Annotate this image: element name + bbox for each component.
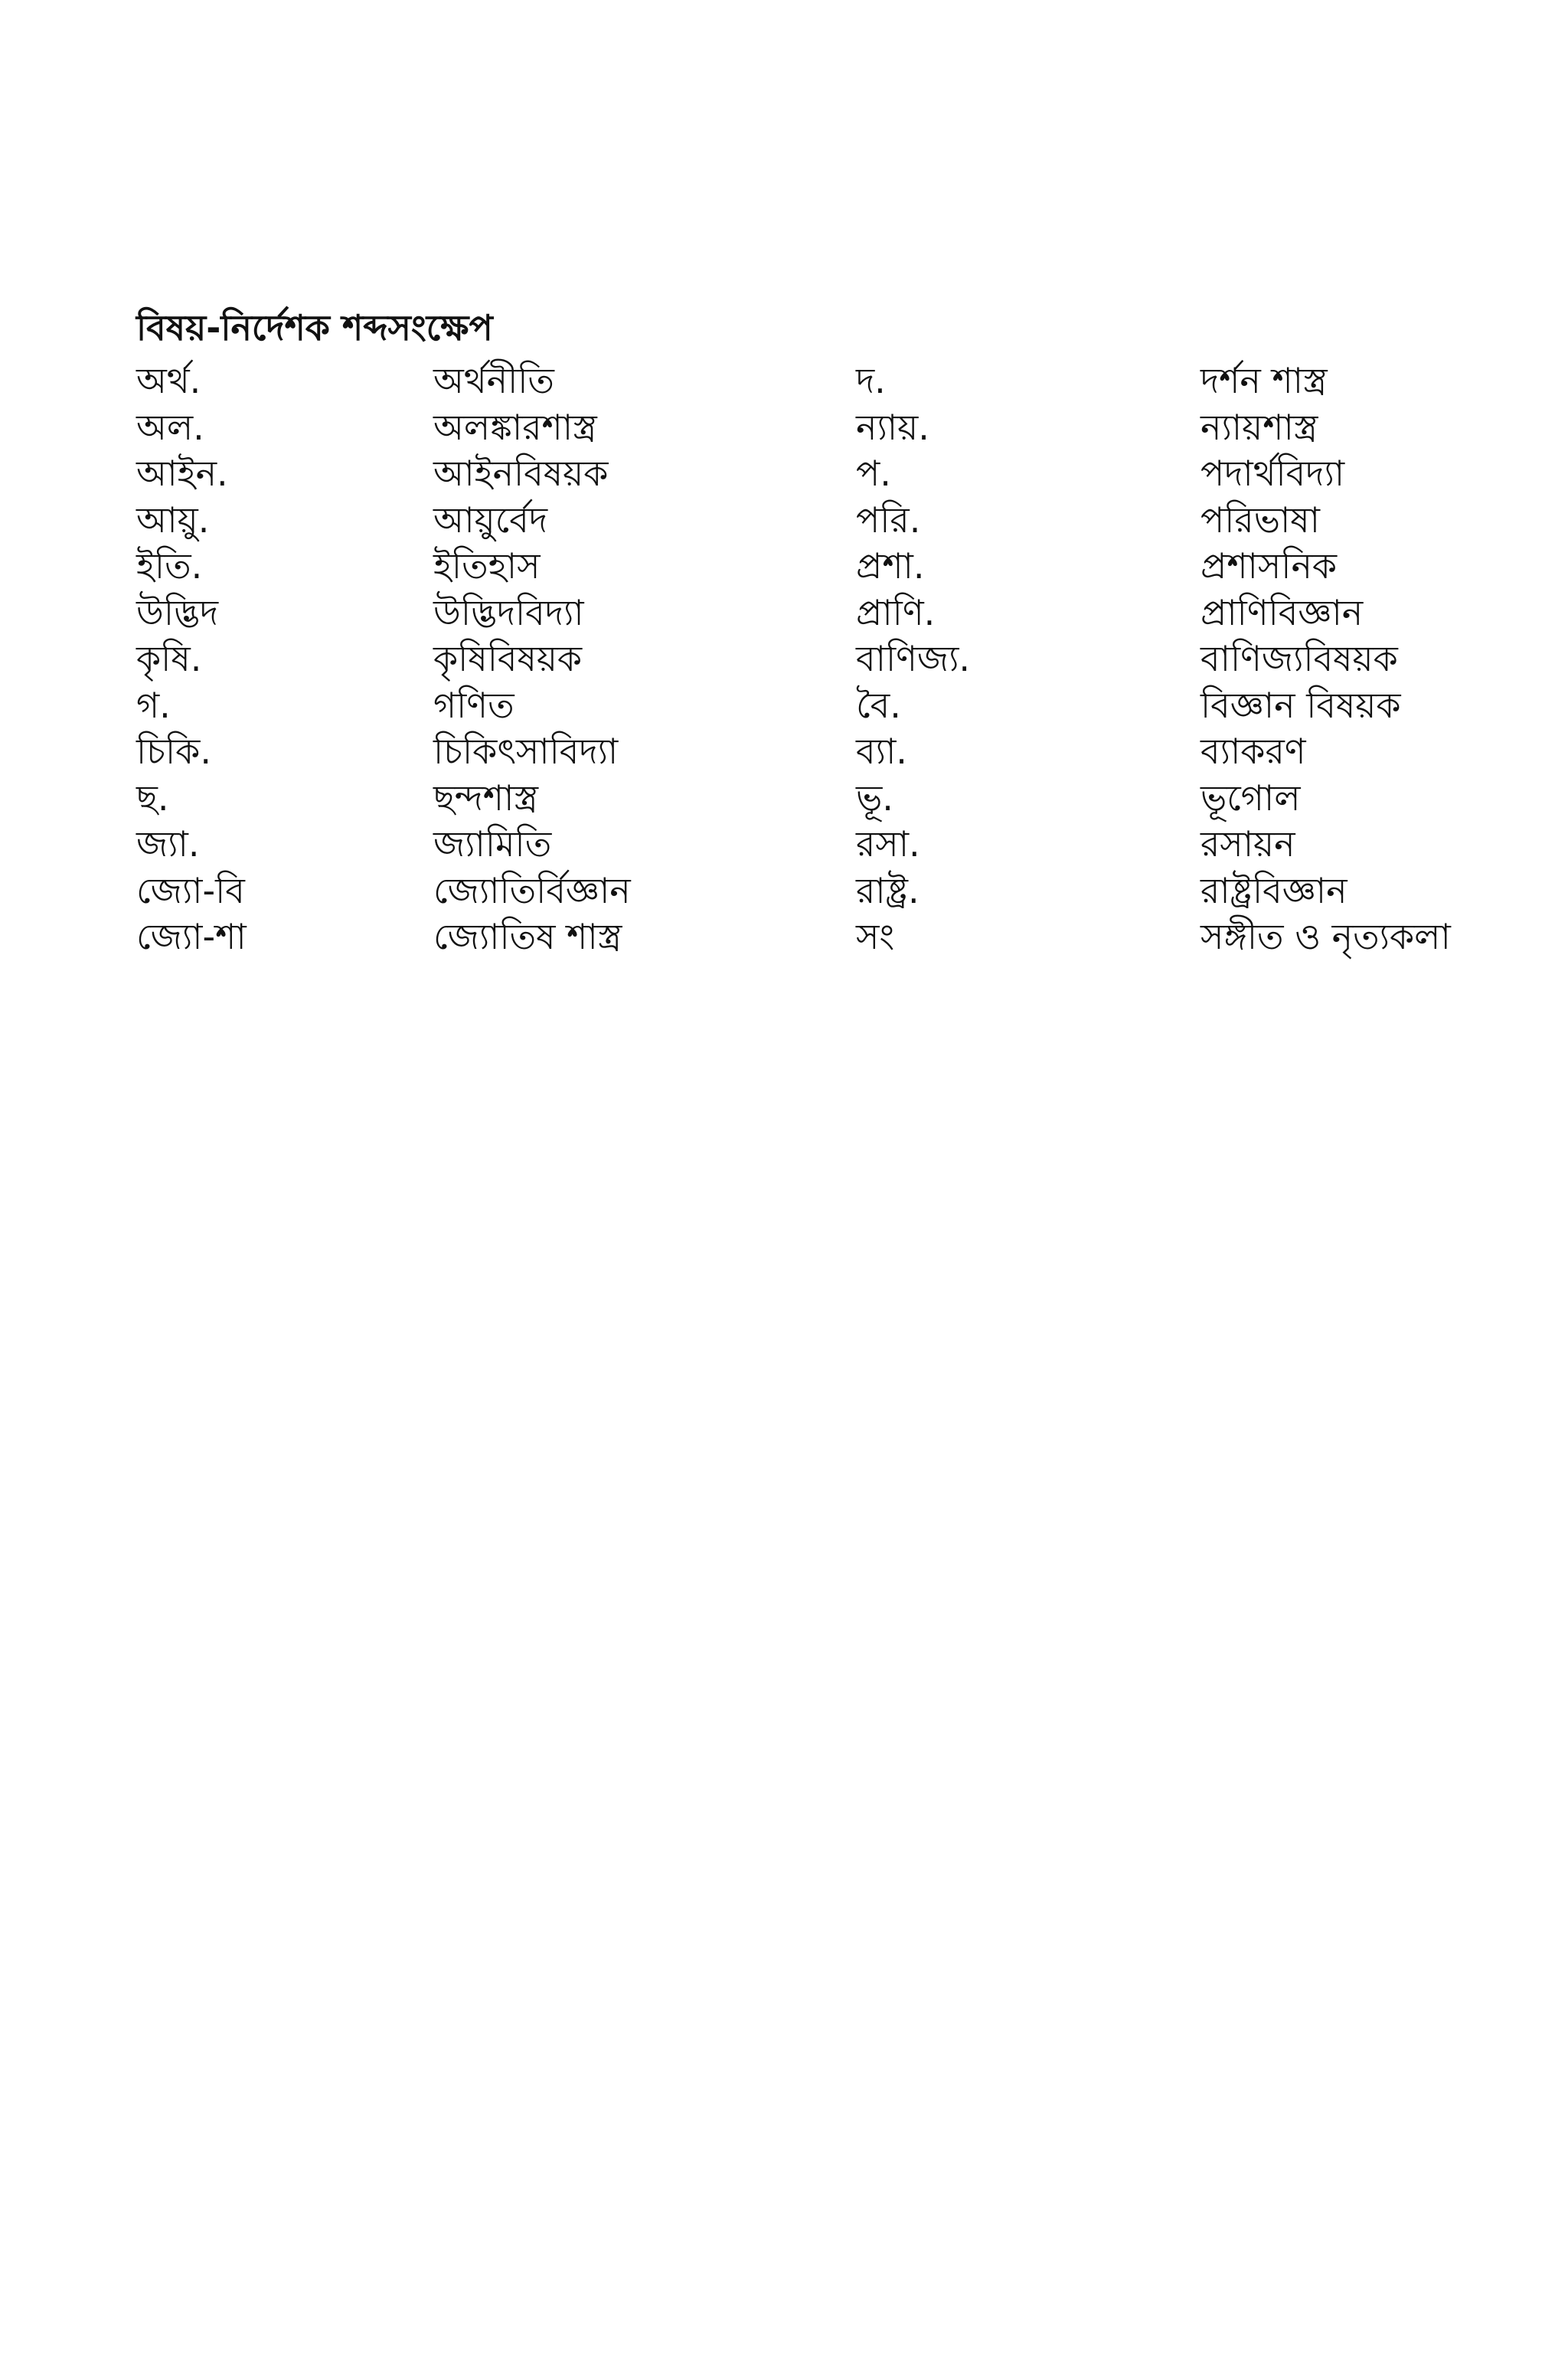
abbreviation-left: ছ. (136, 777, 169, 819)
full-term-right: পদার্থবিদ্যা (1200, 453, 1345, 494)
table-row (136, 636, 1484, 683)
full-term-left: অর্থনীতি (433, 360, 554, 401)
abbreviation-right: ভূ. (856, 777, 893, 819)
full-term-right: বিজ্ঞান বিষয়ক (1200, 684, 1401, 726)
page-heading: বিষয়-নির্দেশক শব্দসংক্ষেপ (136, 307, 493, 348)
abbreviation-right: বাণিজ্য. (856, 638, 971, 679)
table-row (136, 729, 1484, 776)
abbreviation-right: পরি. (856, 499, 921, 541)
abbreviation-right: দ. (856, 360, 886, 401)
full-term-right: প্রাণিবিজ্ঞান (1200, 591, 1364, 633)
table-row (136, 544, 1484, 590)
table-row (136, 498, 1484, 544)
full-term-left: জ্যোতিষ শাস্ত্র (433, 916, 622, 957)
full-term-left: উদ্ভিদবিদ্যা (433, 591, 584, 633)
abbreviation-table (136, 358, 1484, 961)
abbreviation-right: প্রাণি. (856, 591, 936, 633)
abbreviation-left: অল. (136, 406, 204, 448)
table-row (136, 868, 1484, 915)
full-term-left: গণিত (433, 684, 514, 726)
full-term-left: আয়ুর্বেদ (433, 499, 548, 541)
abbreviation-right: সং (856, 916, 895, 957)
abbreviation-right: ব্যা. (856, 731, 907, 772)
full-term-left: ইতিহাস (433, 545, 541, 587)
full-term-right: সঙ্গীত ও নৃত্যকলা (1200, 916, 1451, 957)
abbreviation-left: কৃষি. (136, 638, 202, 679)
abbreviation-right: প্রশা. (856, 545, 925, 587)
full-term-left: জ্যোতির্বিজ্ঞান (433, 869, 631, 911)
abbreviation-left: জ্যো-বি (136, 869, 245, 911)
full-term-left: আইনবিষয়ক (433, 453, 609, 494)
table-row (136, 358, 1484, 405)
full-term-right: পরিভাষা (1200, 499, 1321, 541)
full-term-left: ছন্দশাস্ত্র (433, 777, 538, 819)
table-row (136, 405, 1484, 452)
table-row (136, 683, 1484, 730)
abbreviation-left: আয়ু. (136, 499, 210, 541)
full-term-right: রসায়ন (1200, 823, 1295, 865)
abbreviation-left: গ. (136, 684, 171, 726)
abbreviation-left: জ্যো-শা (136, 916, 247, 957)
full-term-right: বাণিজ্যবিষয়ক (1200, 638, 1398, 679)
abbreviation-right: প. (856, 453, 891, 494)
abbreviation-right: রাষ্ট্র. (856, 869, 920, 911)
abbreviation-right: ন্যায়. (856, 406, 929, 448)
abbreviation-right: বৈ. (856, 684, 901, 726)
full-term-left: চিকিৎসাবিদ্যা (433, 731, 619, 772)
table-row (136, 822, 1484, 868)
full-term-right: প্রশাসনিক (1200, 545, 1338, 587)
full-term-right: ভূগোল (1200, 777, 1301, 819)
abbreviation-left: চিকি. (136, 731, 211, 772)
abbreviation-left: জ্যা. (136, 823, 200, 865)
full-term-right: ন্যায়শাস্ত্র (1200, 406, 1318, 448)
full-term-left: কৃষিবিষয়ক (433, 638, 583, 679)
full-term-right: দর্শন শাস্ত্র (1200, 360, 1328, 401)
full-term-right: রাষ্ট্রবিজ্ঞান (1200, 869, 1348, 911)
abbreviation-left: অর্থ. (136, 360, 201, 401)
abbreviation-left: উদ্ভিদ (136, 591, 219, 633)
table-row (136, 914, 1484, 961)
full-term-right: ব্যাকরণ (1200, 731, 1306, 772)
abbreviation-right: রসা. (856, 823, 920, 865)
full-term-left: জ্যামিতি (433, 823, 552, 865)
abbreviation-left: ইতি. (136, 545, 203, 587)
abbreviation-left: আইন. (136, 453, 228, 494)
table-row (136, 590, 1484, 637)
table-row (136, 776, 1484, 822)
table-row (136, 451, 1484, 498)
full-term-left: অলঙ্কারশাস্ত্র (433, 406, 597, 448)
